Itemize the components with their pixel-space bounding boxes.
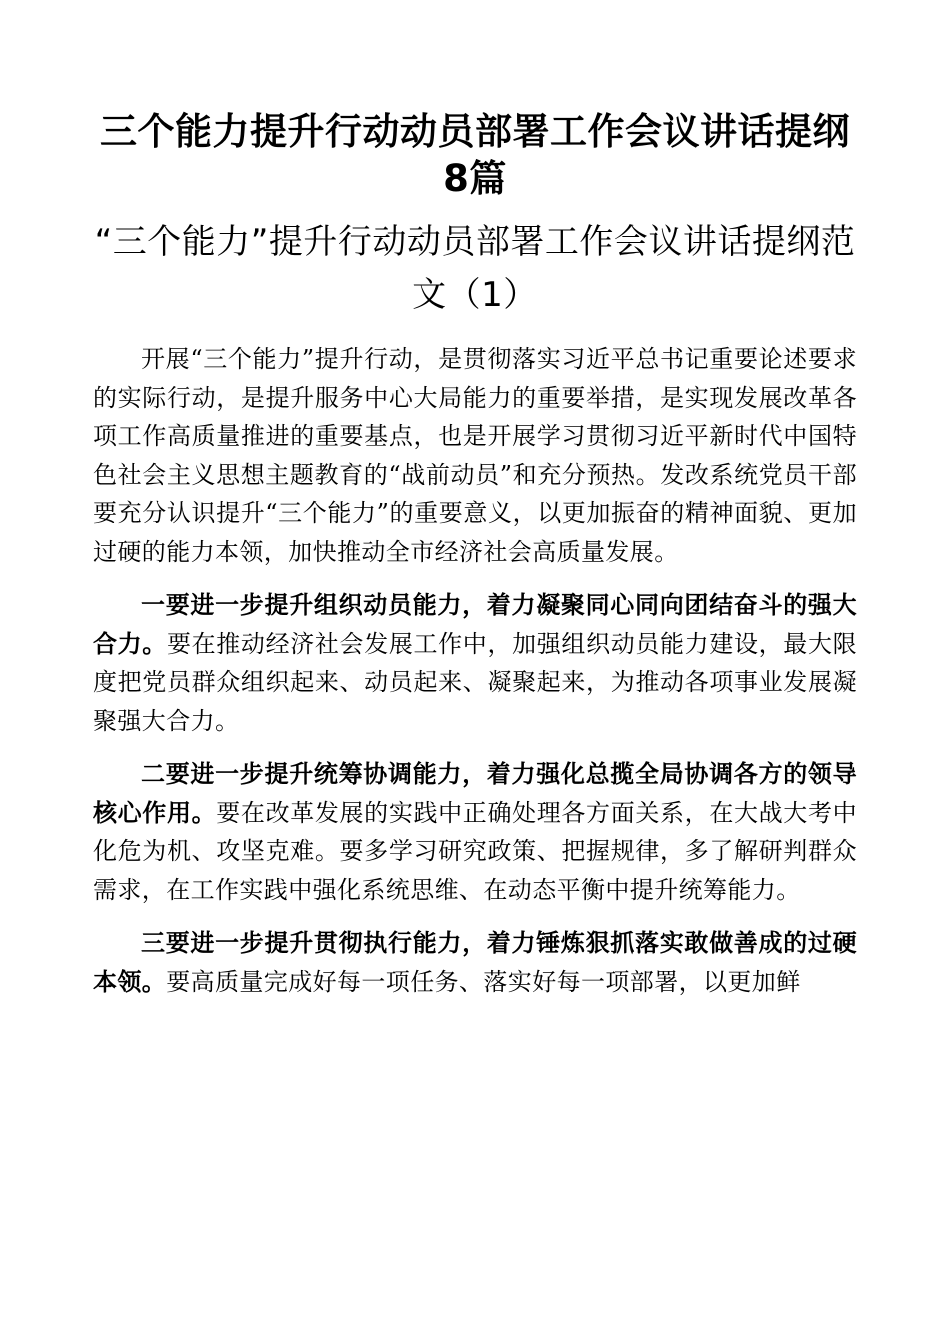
- point-paragraph-3: [93, 924, 857, 1001]
- document-page: [93, 108, 857, 1001]
- point-heading-1: 一要进一步提升组织动员能力，着力凝聚同心同向团结奋斗的强大合力。: [93, 591, 857, 658]
- point-heading-2: 二要进一步提升统筹协调能力，着力强化总揽全局协调各方的领导核心作用。: [93, 760, 857, 827]
- document-subtitle: “三个能力”提升行动动员部署工作会议讲话提纲范文（1）: [94, 222, 856, 315]
- point-paragraph-1: [93, 586, 857, 740]
- intro-paragraph: 开展“三个能力”提升行动，是贯彻落实习近平总书记重要论述要求的实际行动，是提升服务中心大局能力的重要举措，是实现发展改革各项工作高质量推进的重要基点，也是开展学习贯彻习近平新时代中国特色社会主义思想主题教育的“战前动员”和充分预热。发改系统党员干部要充分认识提升“三个能力”的重要意义，以更加振奋的精神面貌、更加过硬的能力本领，加快推动全市经济社会高质量发展。: [93, 345, 857, 566]
- point-body-1: 要在推动经济社会发展工作中，加强组织动员能力建设，最大限度把党员群众组织起来、动员起来、凝聚起来，为推动各项事业发展凝聚强大合力。: [93, 629, 858, 735]
- document-title: 三个能力提升行动动员部署工作会议讲话提纲8篇: [100, 110, 850, 200]
- point-heading-3: 三要进一步提升贯彻执行能力，着力锤炼狠抓落实敢做善成的过硬本领。: [93, 929, 857, 996]
- point-paragraph-2: [93, 755, 857, 909]
- point-body-2: 要在改革发展的实践中正确处理各方面关系，在大战大考中化危为机、攻坚克难。要多学习研究政策、把握规律，多了解研判群众需求，在工作实践中强化系统思维、在动态平衡中提升统筹能力。: [93, 798, 857, 904]
- point-body-3: 要高质量完成好每一项任务、落实好每一项部署，以更加鲜: [166, 967, 801, 996]
